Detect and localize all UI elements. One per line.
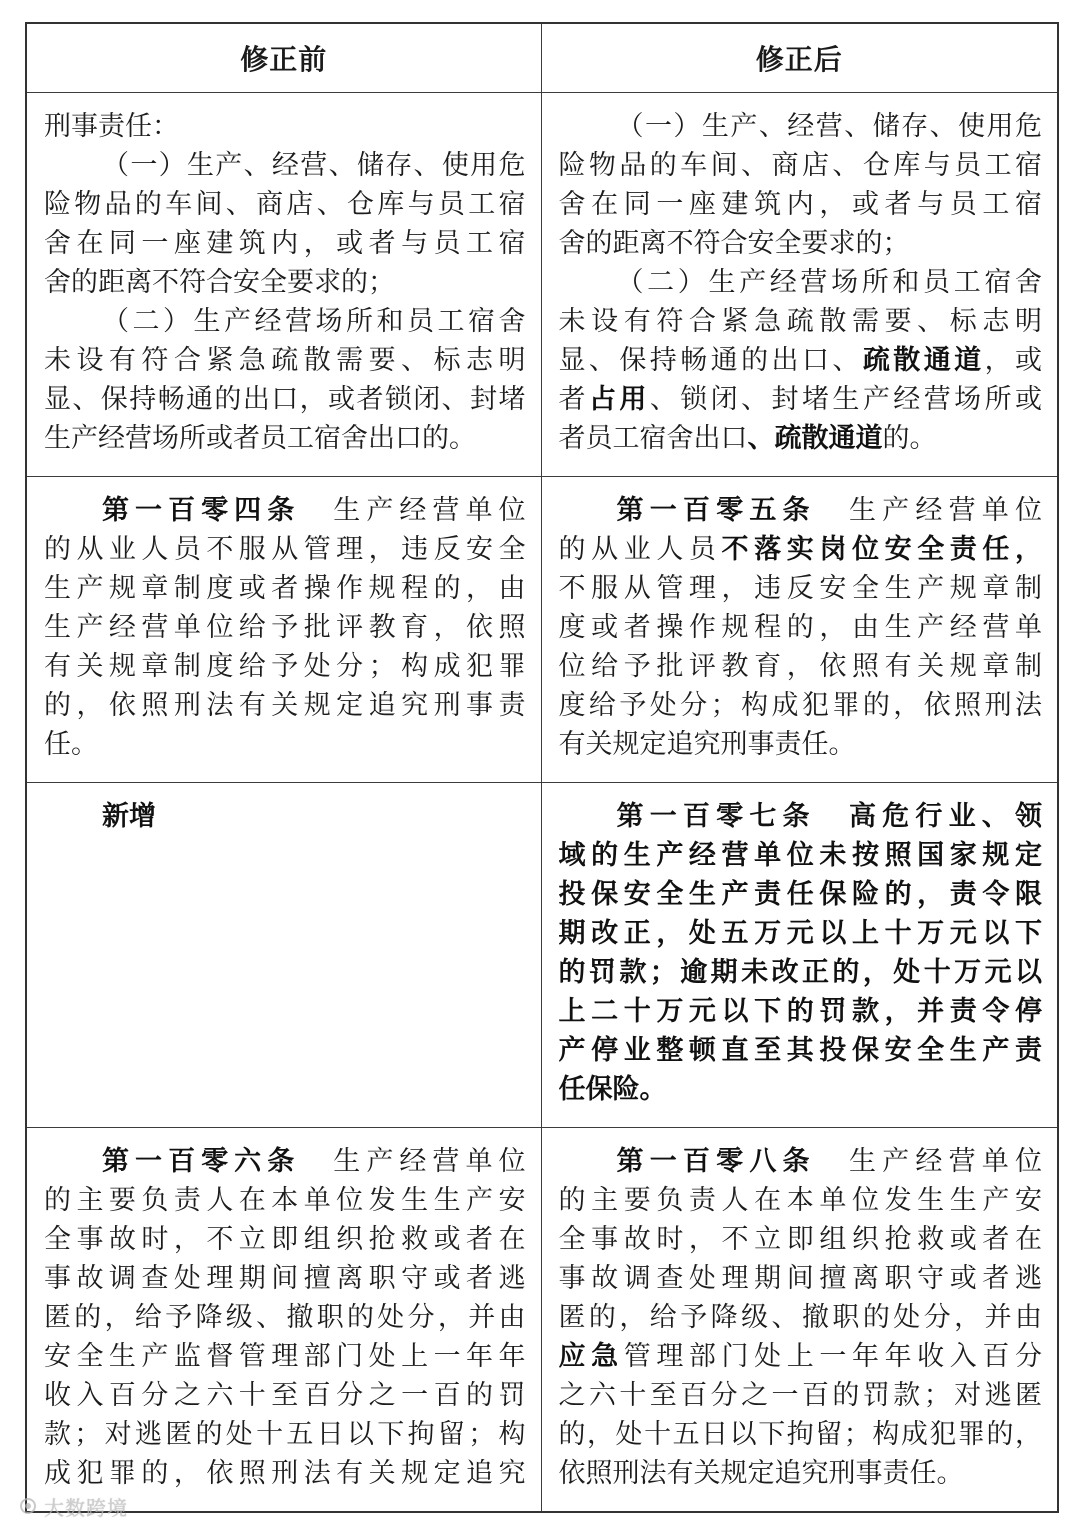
bold-text-run: 第一百零五条	[616, 495, 816, 526]
bold-text-run: 投保安全生产责任保险的，责令限	[558, 879, 1042, 910]
text-run: 的，依照刑法有关规定追究刑事责	[44, 690, 526, 721]
bold-text-run: 第一百零六条	[102, 1146, 301, 1177]
text-run: 险物品的车间、商店、仓库与员工宿	[558, 150, 1042, 181]
text-line	[559, 419, 1043, 458]
text-run: 生产经营单位	[300, 1146, 526, 1177]
text-line	[559, 914, 1043, 953]
text-line	[44, 491, 526, 530]
text-run: 全事故时，不立即组织抢救或者在	[558, 1224, 1042, 1255]
text-run: 舍在同一座建筑内，或者与员工宿	[44, 228, 526, 259]
text-line	[559, 725, 1043, 764]
table-header-row	[26, 23, 1058, 93]
paragraph	[559, 107, 1043, 263]
text-run: 生产经营单位	[815, 495, 1042, 526]
table-row	[26, 783, 1058, 1128]
text-line	[44, 419, 526, 458]
text-run: 者员工宿舍出口	[558, 423, 748, 454]
text-line	[44, 1454, 526, 1493]
text-run: 舍的距离不符合安全要求的；	[44, 267, 395, 298]
text-line	[559, 1181, 1043, 1220]
cell-after-amendment	[541, 1128, 1058, 1513]
text-line	[44, 686, 526, 725]
cell-after-amendment	[541, 783, 1058, 1128]
text-run: 位给予批评教育，依照有关规章制	[558, 651, 1042, 682]
bold-text-run: 任保险。	[558, 1074, 667, 1105]
bold-text-run: 疏散通道	[862, 345, 985, 376]
text-run: 刑事责任：	[44, 111, 179, 142]
text-line	[559, 836, 1043, 875]
bold-text-run: 第一百零七条 高危行业、领	[616, 801, 1042, 832]
text-line	[44, 1337, 526, 1376]
text-run: 险物品的车间、商店、仓库与员工宿	[44, 189, 526, 220]
text-run: 生产经营单位给予批评教育，依照	[44, 612, 526, 643]
text-line	[44, 608, 526, 647]
text-line	[559, 302, 1043, 341]
table-row	[26, 93, 1058, 477]
paragraph	[559, 491, 1043, 764]
text-run: 任。	[44, 729, 98, 760]
text-line	[44, 185, 526, 224]
cell-before-amendment	[26, 477, 541, 783]
text-line	[559, 1337, 1043, 1376]
text-line	[559, 1454, 1043, 1493]
bold-text-run: 新增	[102, 801, 156, 832]
text-run: 的主要负责人在本单位发生生产安	[44, 1185, 526, 1216]
text-run: 的从业人员不服从管理，违反安全	[44, 534, 526, 565]
bold-text-run: 第一百零八条	[616, 1146, 816, 1177]
text-line	[44, 569, 526, 608]
text-run: 未设有符合紧急疏散需要、标志明	[44, 345, 526, 376]
text-line	[44, 1298, 526, 1337]
text-line	[44, 1415, 526, 1454]
text-line	[44, 725, 526, 764]
text-run: 全事故时，不立即组织抢救或者在	[44, 1224, 526, 1255]
text-run: 者	[558, 384, 589, 415]
bold-text-run: 期改正，处五万元以上十万元以下	[558, 918, 1042, 949]
text-line	[44, 146, 526, 185]
bold-text-run: 、疏散通道	[747, 423, 883, 454]
text-line	[559, 341, 1043, 380]
text-run: 事故调查处理期间擅离职守或者逃	[558, 1263, 1042, 1294]
text-run: （二）生产经营场所和员工宿舍	[616, 267, 1042, 298]
text-line	[44, 1181, 526, 1220]
text-line	[44, 1376, 526, 1415]
text-run: 生产经营单位	[300, 495, 526, 526]
bold-text-run: 应急	[558, 1341, 624, 1372]
paragraph	[44, 146, 526, 302]
text-line	[559, 491, 1043, 530]
text-run: 匿的，给予降级、撤职的处分，并由	[558, 1302, 1042, 1333]
text-run: 收入百分之六十至百分之一百的罚	[44, 1380, 526, 1411]
paragraph	[44, 1142, 526, 1493]
text-run: 的从业人员	[558, 534, 722, 565]
text-run: 显、保持畅通的出口、	[558, 345, 863, 376]
text-run: 款；对逃匿的处十五日以下拘留；构	[44, 1419, 526, 1450]
text-run: ，或	[984, 345, 1042, 376]
bold-text-run: 域的生产经营单位未按照国家规定	[558, 840, 1042, 871]
text-line	[44, 263, 526, 302]
header-before-amendment: 修正前	[26, 23, 541, 93]
text-line	[44, 797, 526, 836]
text-line	[559, 380, 1043, 419]
text-run: 有关规定追究刑事责任。	[558, 729, 856, 760]
text-line	[559, 797, 1043, 836]
text-line	[44, 341, 526, 380]
watermark-text: 大数跨境	[44, 1495, 128, 1520]
paragraph	[44, 107, 526, 146]
text-line	[559, 1298, 1043, 1337]
text-line	[559, 1031, 1043, 1070]
watermark	[20, 1494, 128, 1518]
text-run: 、锁闭、封堵生产经营场所或	[649, 384, 1042, 415]
text-run: 事故调查处理期间擅离职守或者逃	[44, 1263, 526, 1294]
text-run: 管理部门处上一年年收入百分	[623, 1341, 1042, 1372]
text-line	[559, 107, 1043, 146]
text-run: （一）生产、经营、储存、使用危	[616, 111, 1042, 142]
text-line	[44, 647, 526, 686]
text-run: （二）生产经营场所和员工宿舍	[102, 306, 526, 337]
text-line	[44, 224, 526, 263]
paragraph	[44, 797, 526, 836]
text-line	[559, 686, 1043, 725]
text-run: 安全生产监督管理部门处上一年年	[44, 1341, 526, 1372]
text-run: 生产经营单位	[815, 1146, 1042, 1177]
text-run: 舍在同一座建筑内，或者与员工宿	[558, 189, 1042, 220]
cell-after-amendment	[541, 477, 1058, 783]
text-run: （一）生产、经营、储存、使用危	[102, 150, 526, 181]
text-run: 之六十至百分之一百的罚款；对逃匿	[558, 1380, 1042, 1411]
text-line	[559, 608, 1043, 647]
text-run: 的。	[882, 423, 937, 454]
text-line	[44, 1220, 526, 1259]
text-run: 的，处十五日以下拘留；构成犯罪的，	[558, 1419, 1042, 1450]
comparison-table-body	[26, 93, 1058, 1513]
cell-before-amendment	[26, 93, 541, 477]
text-run: 的主要负责人在本单位发生生产安	[558, 1185, 1042, 1216]
paragraph	[559, 263, 1043, 458]
table-row	[26, 477, 1058, 783]
text-line	[559, 530, 1043, 569]
text-run: 成犯罪的，依照刑法有关规定追究	[44, 1458, 526, 1489]
text-line	[559, 647, 1043, 686]
bold-text-run: 上二十万元以下的罚款，并责令停	[558, 996, 1042, 1027]
text-run: 生产规章制度或者操作规程的，由	[44, 573, 526, 604]
text-run: 舍的距离不符合安全要求的；	[558, 228, 910, 259]
text-line	[559, 875, 1043, 914]
paragraph	[559, 1142, 1043, 1493]
text-line	[559, 1415, 1043, 1454]
text-run: 度或者操作规程的，由生产经营单	[558, 612, 1042, 643]
text-line	[559, 1142, 1043, 1181]
text-line	[44, 1259, 526, 1298]
text-run: 匿的，给予降级、撤职的处分，并由	[44, 1302, 526, 1333]
text-line	[559, 1259, 1043, 1298]
text-line	[559, 224, 1043, 263]
text-line	[559, 263, 1043, 302]
text-line	[44, 1142, 526, 1181]
text-run: 依照刑法有关规定追究刑事责任。	[558, 1458, 964, 1489]
bold-text-run: 第一百零四条	[102, 495, 301, 526]
paragraph	[559, 797, 1043, 1109]
text-run: 不服从管理，违反安全生产规章制	[558, 573, 1042, 604]
watermark-logo-icon	[20, 1498, 36, 1514]
bold-text-run: 产停业整顿直至其投保安全生产责	[558, 1035, 1042, 1066]
header-after-amendment: 修正后	[541, 23, 1058, 93]
text-line	[559, 1376, 1043, 1415]
text-line	[559, 992, 1043, 1031]
text-line	[559, 146, 1043, 185]
amendment-comparison-table	[25, 22, 1059, 1513]
text-line	[559, 185, 1043, 224]
text-run: 度给予处分；构成犯罪的，依照刑法	[558, 690, 1042, 721]
text-line	[44, 302, 526, 341]
text-line	[44, 530, 526, 569]
text-line	[559, 953, 1043, 992]
cell-before-amendment	[26, 1128, 541, 1513]
text-line	[44, 380, 526, 419]
table-row	[26, 1128, 1058, 1513]
paragraph	[44, 491, 526, 764]
bold-text-run: 占用	[588, 384, 650, 415]
document-page	[25, 22, 1057, 1513]
text-line	[559, 1220, 1043, 1259]
text-run: 显、保持畅通的出口，或者锁闭、封堵	[44, 384, 526, 415]
text-line	[559, 1070, 1043, 1109]
text-line	[559, 569, 1043, 608]
text-run: 有关规章制度给予处分；构成犯罪	[44, 651, 526, 682]
cell-after-amendment	[541, 93, 1058, 477]
paragraph	[44, 302, 526, 458]
cell-before-amendment	[26, 783, 541, 1128]
text-run: 生产经营场所或者员工宿舍出口的。	[44, 423, 476, 454]
text-run: 未设有符合紧急疏散需要、标志明	[558, 306, 1042, 337]
bold-text-run: 的罚款；逾期未改正的，处十万元以	[558, 957, 1042, 988]
text-line	[44, 107, 526, 146]
bold-text-run: 不落实岗位安全责任，	[721, 534, 1042, 565]
